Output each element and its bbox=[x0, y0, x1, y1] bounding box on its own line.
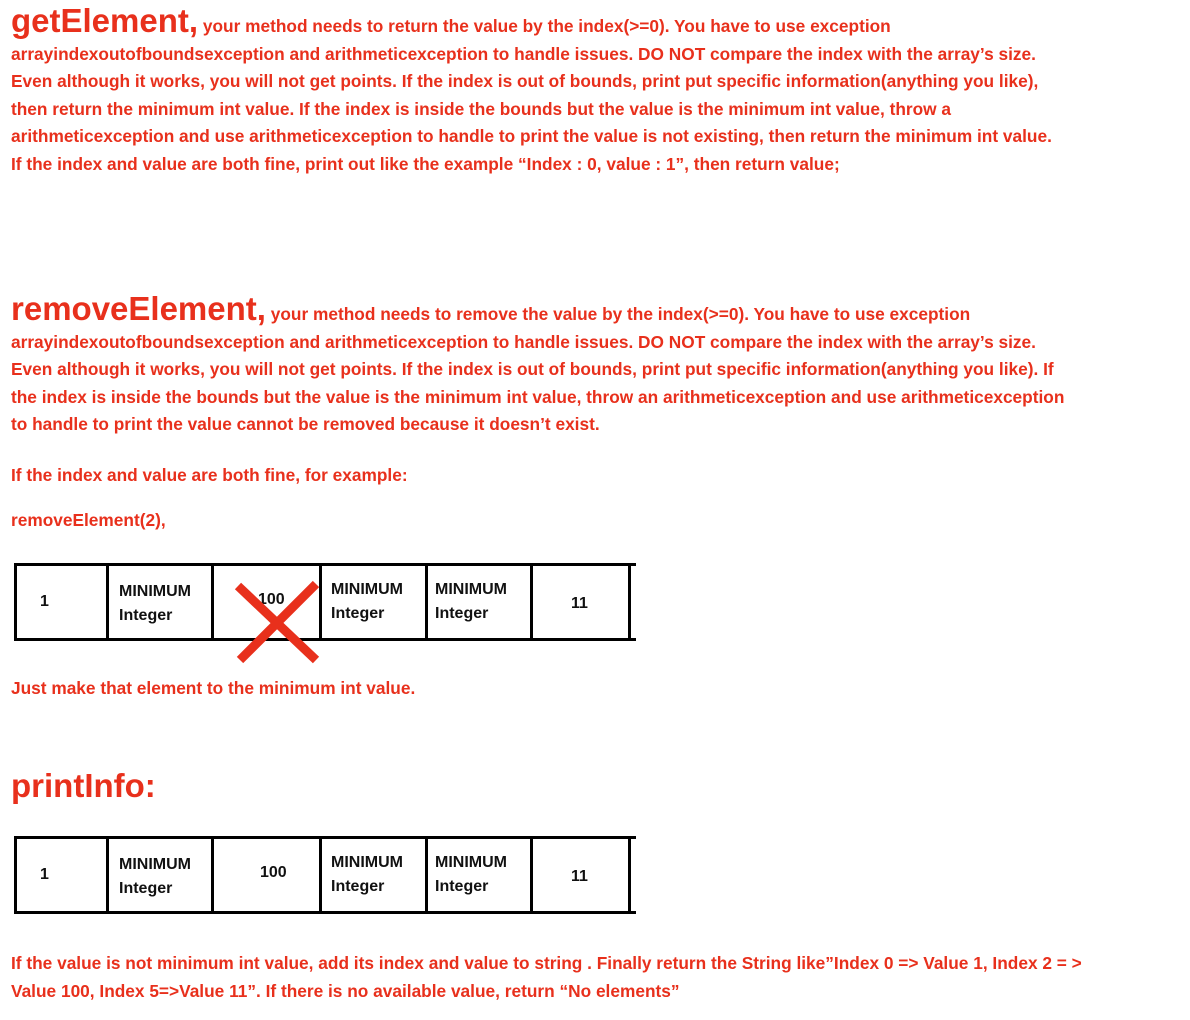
array-cell: MINIMUM Integer bbox=[331, 581, 403, 622]
print-info-title: printInfo: bbox=[11, 767, 156, 804]
array-cell-removed: 100 bbox=[258, 591, 285, 608]
array-cell: MINIMUM Integer bbox=[331, 854, 403, 895]
print-info-description bbox=[11, 950, 1171, 1005]
array-cell: 1 bbox=[40, 593, 49, 610]
get-element-line: then return the minimum int value. If the index is inside the bounds but the value is the minimum int value, throw a bbox=[11, 98, 952, 119]
remove-element-line: the index is inside the bounds but the value is the minimum int value, throw an arithmeticexception and use arithmeticexception bbox=[11, 386, 1065, 407]
array-cell: MINIMUM Integer bbox=[119, 583, 191, 624]
get-element-line: If the index and value are both fine, print out like the example “Index : 0, value : 1”, then return value; bbox=[11, 153, 840, 174]
get-element-title: getElement, bbox=[11, 2, 199, 39]
remove-element-title: removeElement, bbox=[11, 290, 266, 327]
array-cell: 11 bbox=[571, 868, 588, 885]
remove-element-line: to handle to print the value cannot be removed because it doesn’t exist. bbox=[11, 414, 600, 434]
array-cell: 100 bbox=[260, 864, 287, 881]
get-element-line: arithmeticexception and use arithmeticexception to handle to print the value is not existing, then return the minimum int value. bbox=[11, 126, 1052, 146]
example-intro: If the index and value are both fine, for example: bbox=[11, 465, 408, 485]
removed-cross-icon bbox=[230, 576, 326, 666]
remove-element-line: Even although it works, you will not get points. If the index is out of bounds, print put specific information(anything you like). If bbox=[11, 359, 1054, 379]
get-element-lead: your method needs to return the value by the index(>=0). You have to use exception bbox=[202, 16, 891, 36]
array-cell: MINIMUM Integer bbox=[119, 856, 191, 897]
array-cell: 1 bbox=[40, 866, 49, 883]
array-cell: MINIMUM Integer bbox=[435, 854, 507, 895]
remove-element-lead: your method needs to remove the value by the index(>=0). You have to use exception bbox=[270, 304, 971, 324]
get-element-line: Even although it works, you will not get points. If the index is out of bounds, print put specific information(anything you like), bbox=[11, 71, 1039, 91]
get-element-line: arrayindexoutofboundsexception and arithmeticexception to handle issues. DO NOT compare the index with the array’s size. bbox=[11, 43, 1036, 64]
print-info-line: If the value is not minimum int value, add its index and value to string . Finally return the String like”Index 0 => Value 1, Index 2 = > bbox=[11, 953, 1082, 973]
remove-element-section bbox=[11, 292, 1171, 439]
array-diagram-print bbox=[14, 836, 636, 914]
print-info-line: Value 100, Index 5=>Value 11”. If there is no available value, return “No elements” bbox=[11, 980, 680, 1001]
get-element-section bbox=[11, 4, 1171, 178]
example-call: removeElement(2), bbox=[11, 510, 166, 530]
array-cell: MINIMUM Integer bbox=[435, 581, 507, 622]
remove-element-line: arrayindexoutofboundsexception and arithmeticexception to handle issues. DO NOT compare the index with the array’s size. bbox=[11, 331, 1036, 352]
remove-note: Just make that element to the minimum int value. bbox=[11, 678, 416, 698]
array-cell: 11 bbox=[571, 595, 588, 612]
